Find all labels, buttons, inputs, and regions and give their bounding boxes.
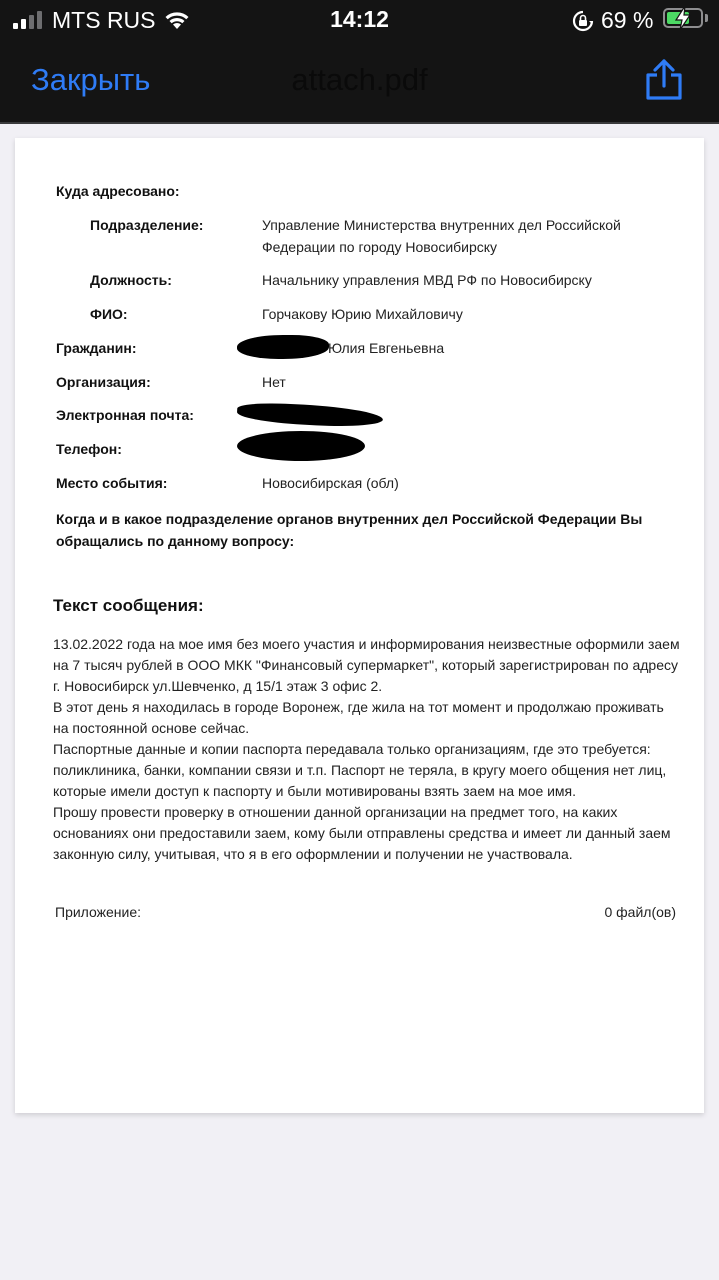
message-paragraph: В этот день я находилась в городе Воронеж, где жила на тот момент и продолжаю проживать на постоянной основе сейчас. bbox=[53, 699, 664, 736]
addressed-to-label: Куда адресовано: bbox=[56, 183, 180, 199]
attachment-label: Приложение: bbox=[55, 904, 142, 920]
division-value bbox=[262, 214, 621, 258]
organization-value: Нет bbox=[262, 374, 286, 390]
division-value-line1: Управление Министерства внутренних дел Российской bbox=[262, 217, 621, 233]
question-line2: обращались по данному вопросу: bbox=[56, 533, 295, 549]
attachment-count: 0 файл(ов) bbox=[604, 904, 676, 920]
rotation-lock-icon bbox=[572, 10, 594, 32]
clock: 14:12 bbox=[330, 6, 389, 32]
battery-nub bbox=[705, 14, 708, 22]
top-bar-divider bbox=[0, 122, 719, 124]
carrier-name: MTS RUS bbox=[52, 7, 156, 33]
battery-percent: 69 % bbox=[601, 7, 654, 33]
position-label: Должность: bbox=[90, 272, 172, 288]
message-paragraph: Прошу провести проверку в отношении данной организации на предмет того, на каких основаниях они предоставили заем, кому были отправлены средства и имеет ли данный заем законную силу, учитывая, что я в его оформлении и получении не участвовала. bbox=[53, 804, 671, 862]
phone-label: Телефон: bbox=[56, 441, 122, 457]
message-paragraph: Паспортные данные и копии паспорта передавала только организациям, где это требуется: поликлиника, банки, компании связи и т.п. Паспорт не теряла, в кругу моего общения нет лиц, которые имели доступ к паспорту и были мотивированы взять заем на мое имя. bbox=[53, 741, 667, 799]
division-label: Подразделение: bbox=[90, 217, 204, 233]
document-title: attach.pdf bbox=[291, 62, 428, 97]
citizen-label: Гражданин: bbox=[56, 340, 137, 356]
status-bar bbox=[0, 0, 719, 40]
citizen-value: Юлия Евгеньевна bbox=[328, 340, 445, 356]
fio-value: Горчакову Юрию Михайловичу bbox=[262, 306, 463, 322]
position-value: Начальнику управления МВД РФ по Новосибирску bbox=[262, 272, 592, 288]
close-button[interactable]: Закрыть bbox=[31, 62, 151, 97]
pdf-page bbox=[15, 138, 704, 1113]
place-label: Место события: bbox=[56, 475, 168, 491]
charging-bolt-icon bbox=[672, 5, 694, 31]
division-value-line2: Федерации по городу Новосибирску bbox=[262, 239, 498, 255]
email-label: Электронная почта: bbox=[56, 407, 194, 423]
question-label bbox=[56, 508, 642, 552]
question-line1: Когда и в какое подразделение органов внутренних дел Российской Федерации Вы bbox=[56, 511, 643, 527]
phone-redaction bbox=[237, 431, 365, 461]
fio-label: ФИО: bbox=[90, 306, 128, 322]
share-icon[interactable] bbox=[644, 58, 684, 102]
message-paragraph: 13.02.2022 года на мое имя без моего участия и информирования неизвестные оформили заем на 7 тысяч рублей в ООО МКК "Финансовый супермаркет", который зарегистрирован по адресу г. Новосибирск ул.Шевченко, д 15/1 этаж 3 офис 2. bbox=[53, 636, 680, 694]
citizen-surname-redaction bbox=[237, 335, 329, 359]
place-value: Новосибирская (обл) bbox=[262, 475, 399, 491]
message-body bbox=[53, 634, 683, 865]
email-redaction bbox=[237, 401, 384, 429]
organization-label: Организация: bbox=[56, 374, 151, 390]
top-bar bbox=[0, 0, 719, 122]
message-title: Текст сообщения: bbox=[53, 596, 204, 615]
